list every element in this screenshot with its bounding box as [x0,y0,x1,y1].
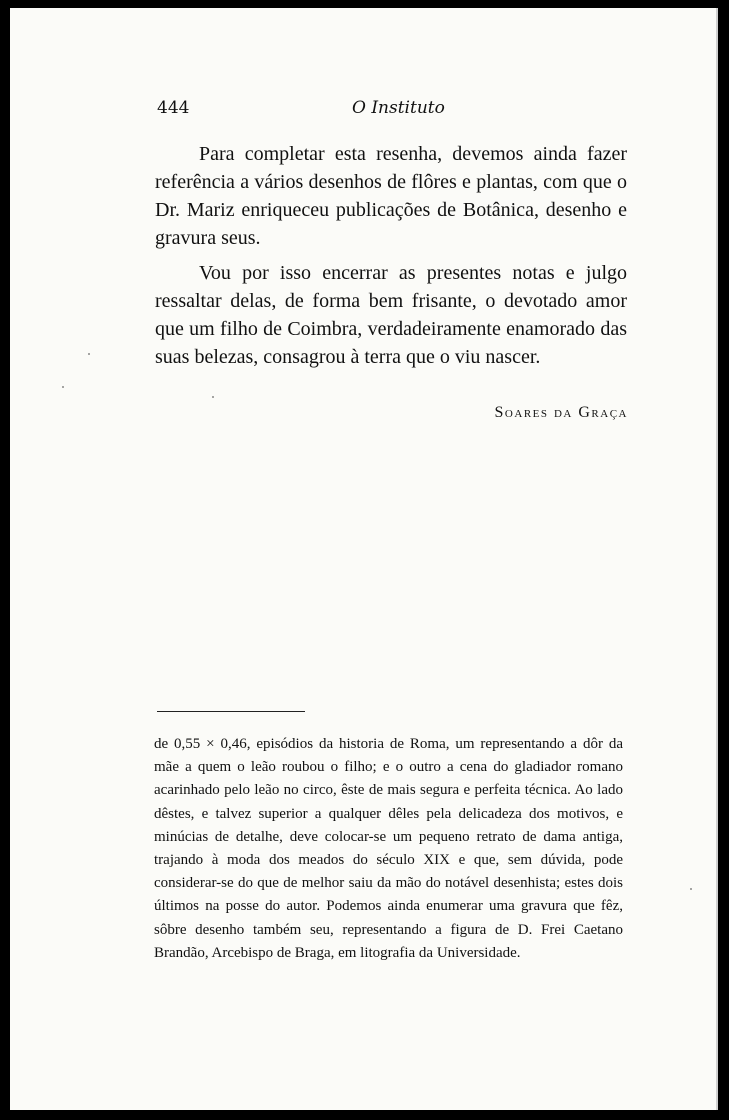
scan-speck [62,386,64,388]
author-signature: Soares da Graça [494,404,628,421]
scan-speck [88,353,90,355]
footnote [154,733,623,965]
page-number: 444 [157,98,190,118]
scan-speck [212,396,214,398]
scanned-page [10,8,718,1110]
scan-speck [690,888,692,890]
running-head [157,98,637,126]
paragraph: Para completar esta resenha, devemos ainda fazer referência a vários desenhos de flôres e plantas, com que o Dr. Mariz enriqueceu publicações de Botânica, desenho e gravura seus. [155,143,627,249]
footnote-divider [157,711,305,712]
paragraph: Vou por isso encerrar as presentes notas e julgo ressaltar delas, de forma bem frisante, o devotado amor que um filho de Coimbra, verdadeiramente enamorado das suas belezas, consagrou à terra que o viu nascer. [155,262,627,368]
footnote-text: de 0,55 × 0,46, episódios da historia de Roma, um representando a dôr da mãe a quem o leão roubou o filho; e o outro a cena do gladiador romano acarinhado pelo leão no circo, êste de mais segura e perfeita técnica. Ao lado dêstes, e talvez superior a qualquer dêles pela delicadeza dos motivos, e minúcias de detalhe, deve colocar-se um pequeno retrato de dama antiga, trajando à moda dos meados do século XIX e que, sem dúvida, pode considerar-se do que de melhor saiu da mão do notável desenhista; estes dois últimos na posse do autor. Podemos ainda enumerar uma gravura que fêz, sôbre desenho também seu, representando a figura de D. Frei Caetano Brandão, Arcebispo de Braga, em litografia da Universidade. [154,736,623,961]
body-text [155,140,627,378]
journal-title: O Instituto [352,98,445,118]
